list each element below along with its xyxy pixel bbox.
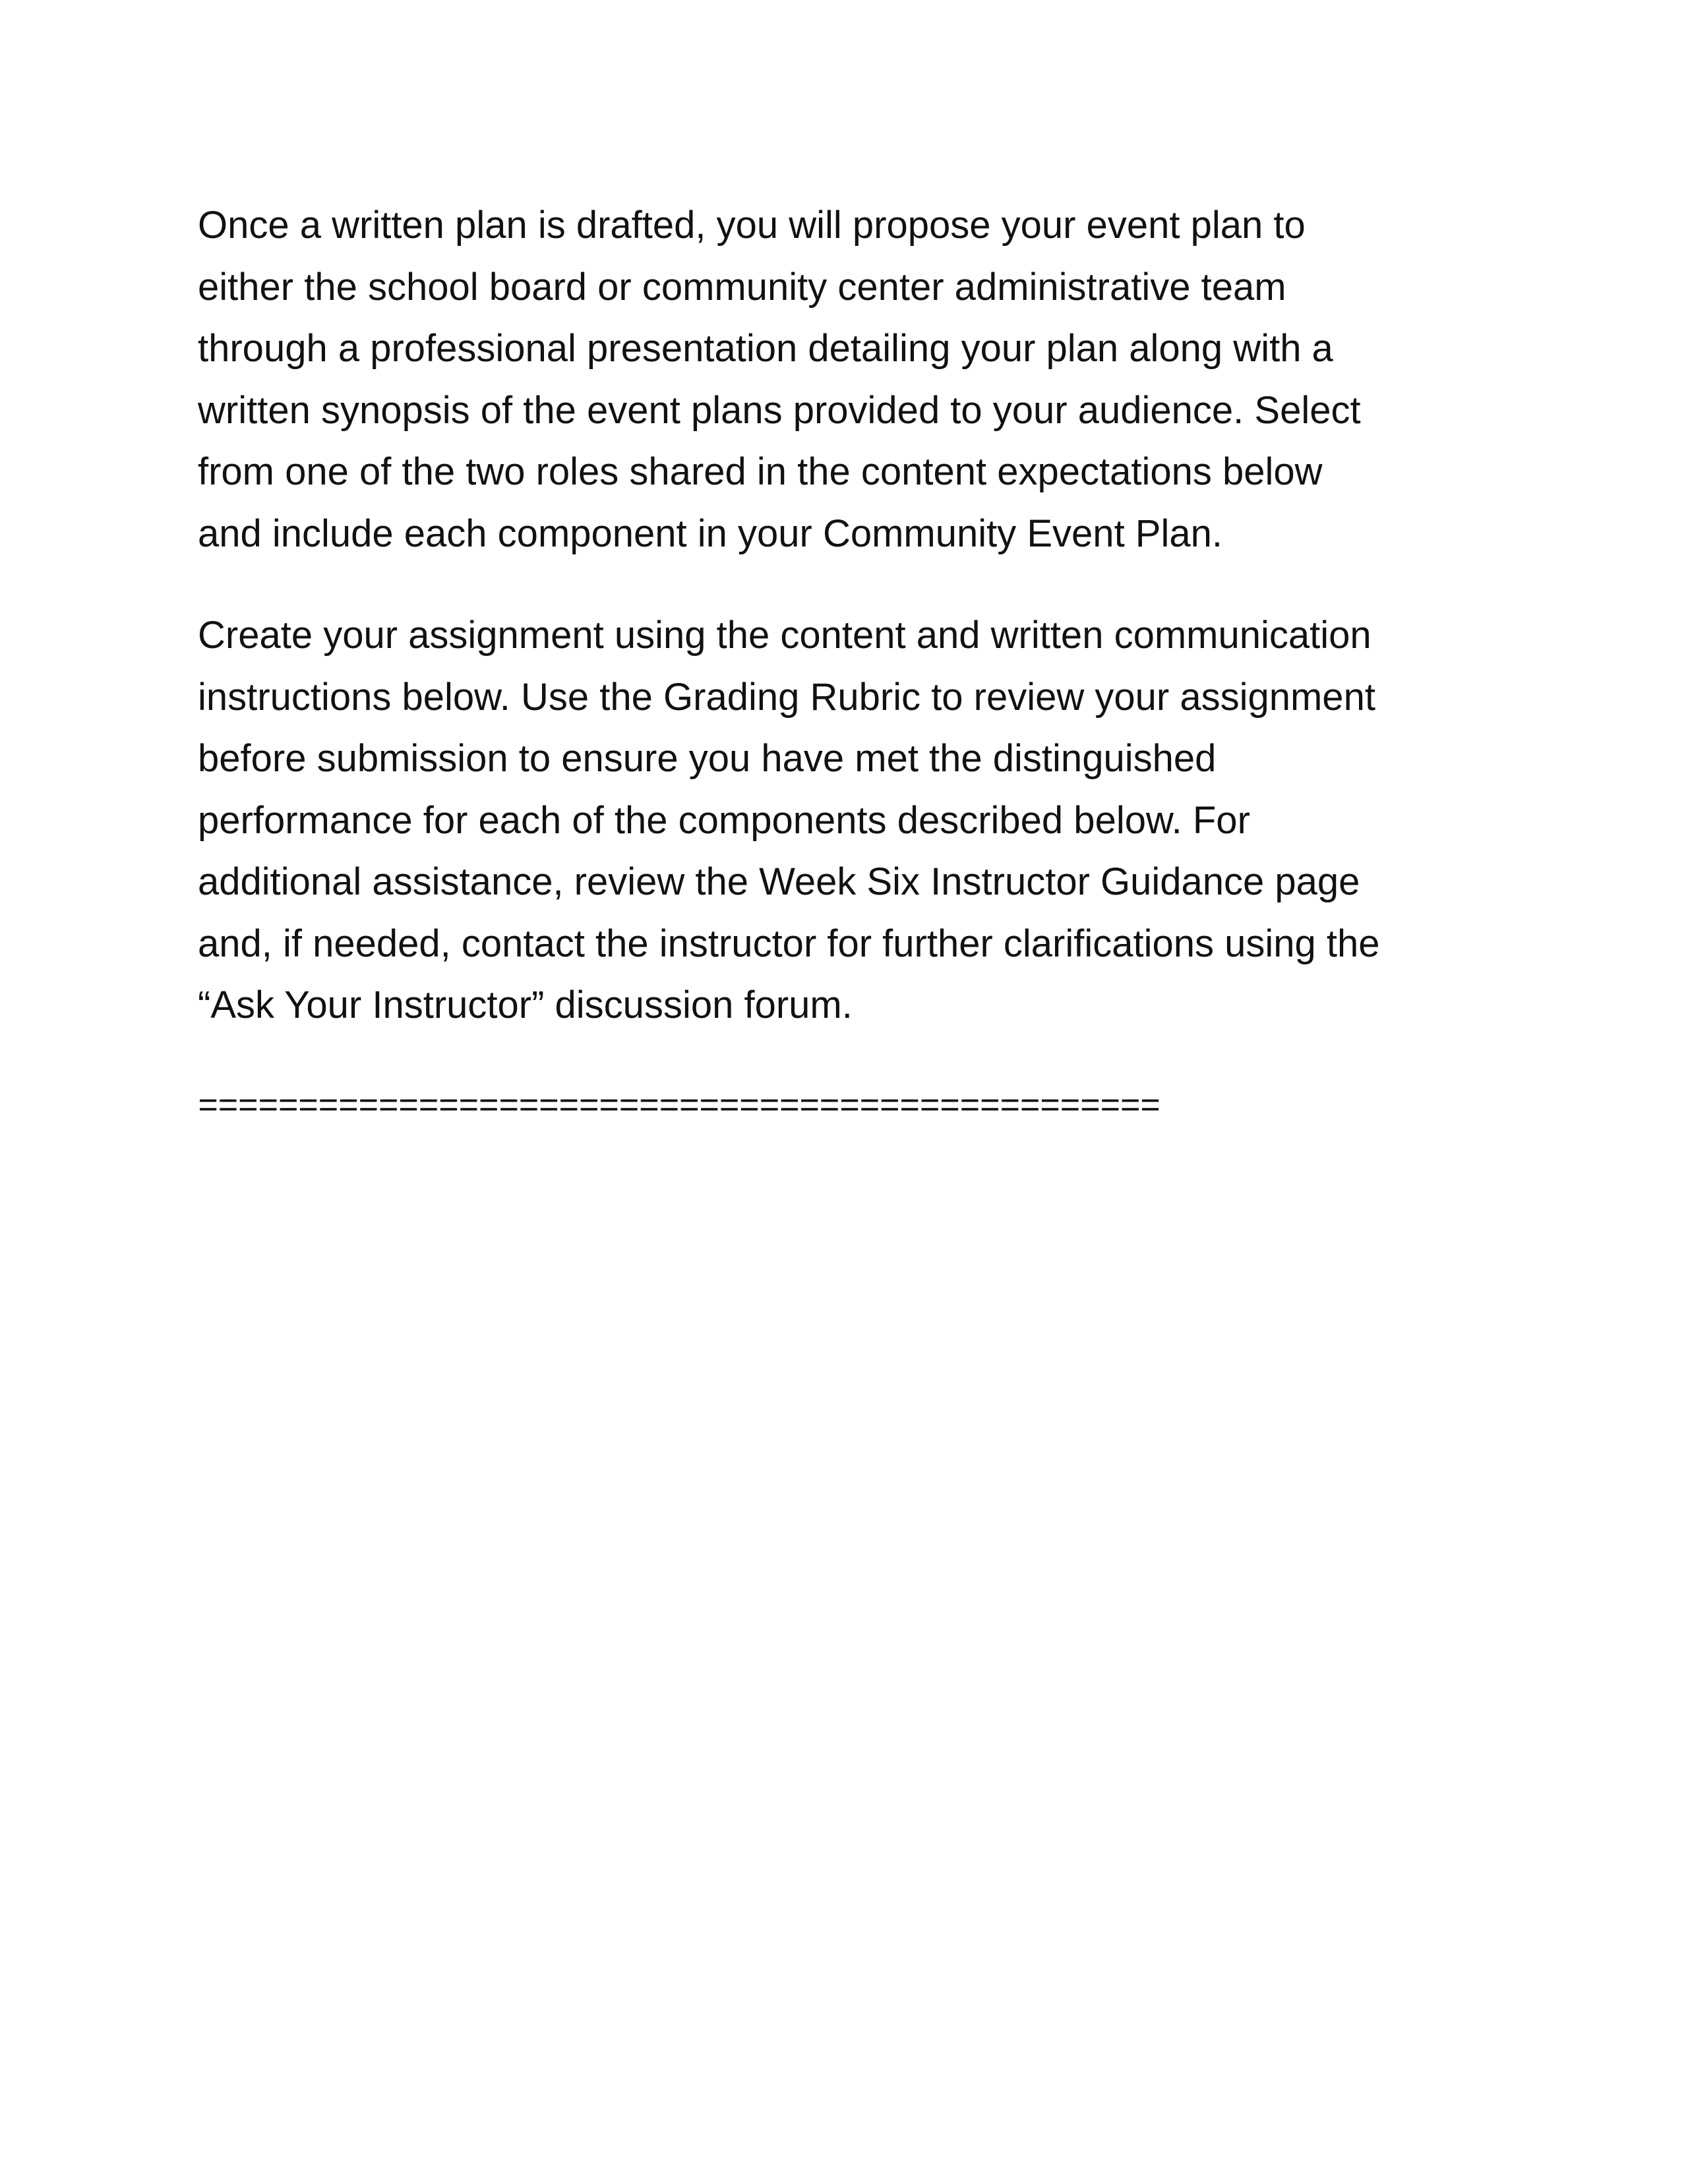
document-body bbox=[198, 194, 1510, 1138]
paragraph-line: “Ask Your Instructor” discussion forum. bbox=[198, 984, 853, 1026]
paragraph-line: instructions below. Use the Grading Rubric to review your assignment bbox=[198, 675, 1375, 719]
paragraph-line: through a professional presentation detailing your plan along with a bbox=[198, 327, 1333, 370]
paragraph-line: Create your assignment using the content and written communication bbox=[198, 614, 1372, 657]
separator-line: ================================================ bbox=[198, 1087, 1160, 1127]
paragraph-line: Once a written plan is drafted, you will propose your event plan to bbox=[198, 204, 1306, 247]
paragraph-line: from one of the two roles shared in the content expectations below bbox=[198, 450, 1323, 493]
paragraph-line: performance for each of the components described below. For bbox=[198, 798, 1250, 842]
paragraph-assignment-instructions bbox=[198, 605, 1510, 1036]
paragraph-line: and, if needed, contact the instructor for further clarifications using the bbox=[198, 922, 1380, 965]
paragraph-line: additional assistance, review the Week Six Instructor Guidance page bbox=[198, 860, 1360, 903]
paragraph-line: written synopsis of the event plans provided to your audience. Select bbox=[198, 388, 1361, 432]
paragraph-line: and include each component in your Community Event Plan. bbox=[198, 512, 1222, 555]
paragraph-line: before submission to ensure you have met the distinguished bbox=[198, 737, 1217, 780]
paragraph-event-plan-proposal bbox=[198, 194, 1510, 564]
paragraph-line: either the school board or community center administrative team bbox=[198, 265, 1286, 309]
